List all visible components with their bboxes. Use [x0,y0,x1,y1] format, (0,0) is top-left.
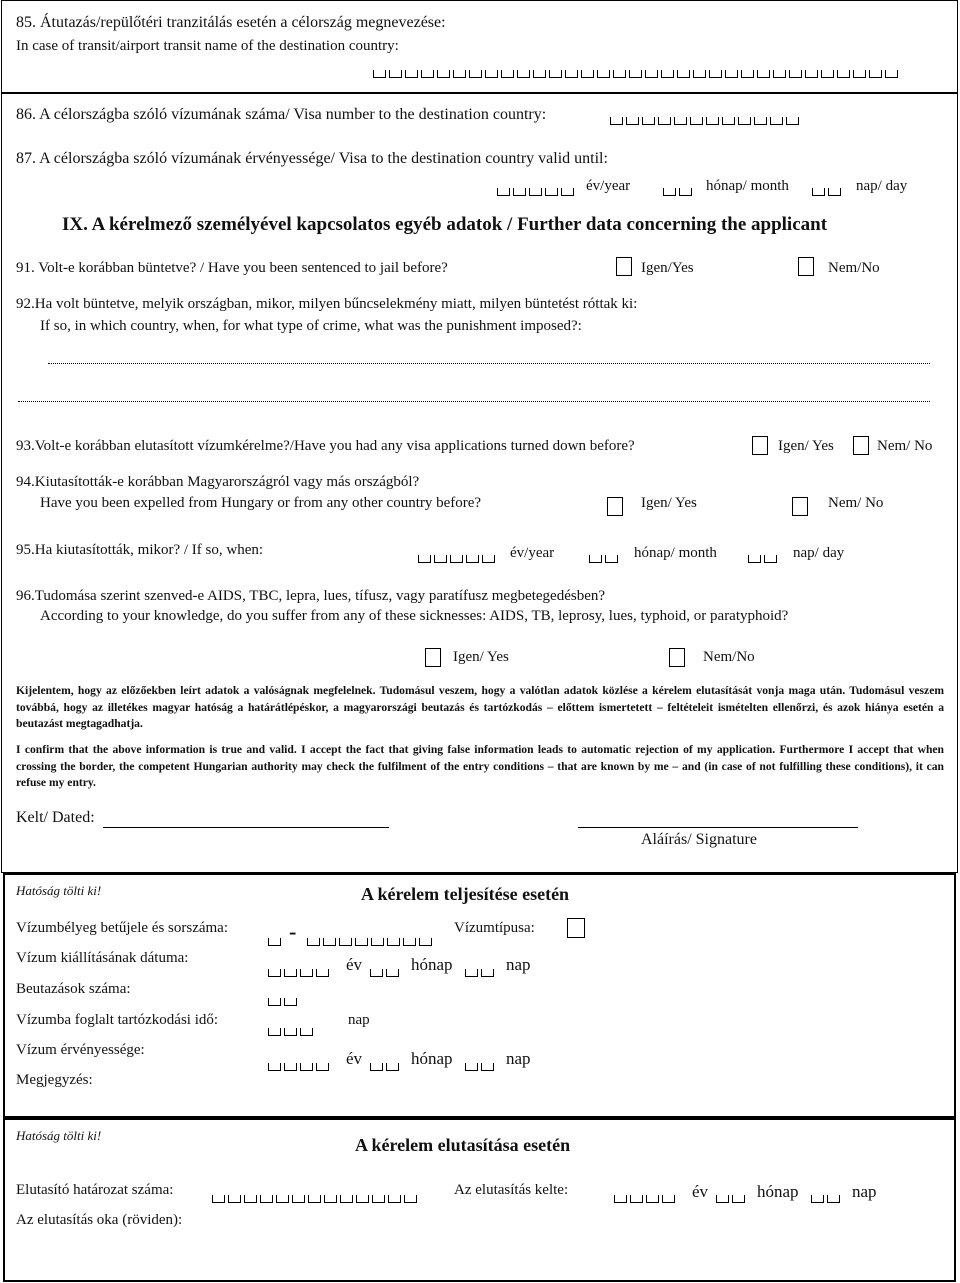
grant-title: A kérelem teljesítése esetén [361,884,570,904]
q95-month-boxes[interactable] [589,555,618,563]
grant-stay-nap: nap [348,1012,370,1028]
q95-label: 95.Ha kiutasították, mikor? / If so, when: [16,542,264,558]
q95-year-boxes[interactable] [418,555,495,563]
q93-label: 93.Volt-e korábban elutasított vízumkérelme?/Have you had any visa applications turned down before? [16,438,635,454]
refuse-ev: év [692,1182,709,1201]
q95-year-label: év/year [510,545,555,561]
grant-issue-month-boxes[interactable] [370,969,399,977]
q94-hu: 94.Kiutasították-e korábban Magyarországról vagy más országból? [16,474,420,490]
refuse-day-boxes[interactable] [811,1195,840,1203]
refuse-nap: nap [852,1182,877,1201]
q96-yes-checkbox[interactable] [425,648,441,667]
grant-issue-nap: nap [506,955,531,974]
refuse-decision-boxes[interactable] [212,1195,417,1203]
q94-no-checkbox[interactable] [792,497,808,516]
q95-day-boxes[interactable] [748,555,777,563]
q87-day-boxes[interactable] [812,188,841,196]
q93-yes-checkbox[interactable] [752,436,768,455]
q96-no-checkbox[interactable] [669,648,685,667]
grant-type-box[interactable] [567,918,585,938]
q95-month-label: hónap/ month [634,545,717,561]
q87-day-label: nap/ day [856,178,908,194]
grant-authority-note: Hatóság tölti ki! [16,883,102,898]
grant-validity-year-boxes[interactable] [268,1063,329,1071]
q92-answer-line-1[interactable] [48,363,930,364]
grant-validity-ev: év [346,1049,363,1068]
q92-hu: 92.Ha volt büntetve, melyik országban, mikor, milyen bűncselekmény miatt, milyen büntetést róttak ki: [16,296,638,312]
q96-hu: 96.Tudomása szerint szenved-e AIDS, TBC, lepra, lues, tífusz, vagy paratífusz megbetegedésben? [16,588,606,604]
q86-label: 86. A célországba szóló vízumának száma/ Visa number to the destination country: [16,106,547,123]
q87-month-boxes[interactable] [663,188,692,196]
q93-yes-label: Igen/ Yes [778,438,834,454]
signature-line[interactable] [578,827,858,828]
refuse-year-boxes[interactable] [614,1195,675,1203]
grant-sticker-letter-box[interactable] [268,938,281,946]
grant-validity-month-boxes[interactable] [370,1063,399,1071]
grant-stay-boxes[interactable] [268,1028,313,1036]
q93-no-label: Nem/ No [877,438,933,454]
grant-sticker-label: Vízumbélyeg betűjele és sorszáma: [16,920,229,936]
q95-day-label: nap/ day [793,545,845,561]
dated-line[interactable] [103,827,389,828]
q87-year-label: év/year [586,178,631,194]
grant-issue-day-boxes[interactable] [465,969,494,977]
q94-en: Have you been expelled from Hungary or from any other country before? [40,495,482,511]
refuse-decision-label: Elutasító határozat száma: [16,1182,174,1198]
q91-no-label: Nem/No [828,260,880,276]
refuse-month-boxes[interactable] [716,1195,745,1203]
q94-yes-label: Igen/ Yes [641,495,697,511]
q92-answer-line-2[interactable] [18,401,930,402]
grant-issue-ev: év [346,955,363,974]
refuse-title: A kérelem elutasítása esetén [355,1135,571,1155]
grant-issue-honap: hónap [411,955,453,974]
q85-en: In case of transit/airport transit name of the destination country: [16,38,399,54]
refuse-honap: hónap [757,1182,799,1201]
q85-country-boxes[interactable] [373,70,898,78]
declaration-hu: Kijelentem, hogy az előzőekben leírt adatok a valóságnak megfelelnek. Tudomásul veszem, hogy a valótlan adatok közlése a kérelem elutasítását vonja maga után. Tudomásul veszem továbbá, hogy az illetékes magyar hatóság a határátlépéskor, a magyarországi beutazás és tartózkodás – előttem ismertetett – feltételeit ismételten ellenőrzi, és azok hiánya esetén a beutazást megtagadhatja. [16,684,944,730]
grant-entries-boxes[interactable] [268,998,297,1006]
signature-label: Aláírás/ Signature [641,831,757,848]
q93-no-checkbox[interactable] [853,436,869,455]
grant-sticker-dash: - [289,919,297,944]
grant-stay-label: Vízumba foglalt tartózkodási idő: [16,1012,219,1028]
q87-label: 87. A célországba szóló vízumának érvényessége/ Visa to the destination country valid until: [16,150,608,167]
refuse-reason-label: Az elutasítás oka (röviden): [16,1212,183,1228]
q91-label: 91. Volt-e korábban büntetve? / Have you been sentenced to jail before? [16,260,448,276]
grant-validity-day-boxes[interactable] [465,1063,494,1071]
q85-hu: 85. Átutazás/repülőtéri tranzitálás esetén a célország megnevezése: [16,14,446,31]
dated-label: Kelt/ Dated: [16,809,95,826]
grant-type-label: Vízumtípusa: [454,920,535,936]
grant-box-frame [3,873,956,1118]
grant-validity-label: Vízum érvényessége: [16,1042,145,1058]
q92-en: If so, in which country, when, for what type of crime, what was the punishment imposed?: [40,318,582,334]
grant-entries-label: Beutazások száma: [16,981,131,997]
q87-month-label: hónap/ month [706,178,789,194]
q91-yes-label: Igen/Yes [641,260,694,276]
q91-yes-checkbox[interactable] [616,257,632,276]
refuse-authority-note: Hatóság tölti ki! [16,1128,102,1143]
q94-no-label: Nem/ No [828,495,884,511]
declaration-en: I confirm that the above information is true and valid. I accept the fact that giving false information leads to automatic rejection of my application. Furthermore I accept that when crossing the border, the competent Hungarian authority may check the fulfilment of the entry conditions – that are known by me – and (in case of not fulfilling these conditions), it can refuse my entry. [16,743,944,789]
grant-validity-honap: hónap [411,1049,453,1068]
q87-year-boxes[interactable] [497,188,574,196]
grant-issue-date-label: Vízum kiállításának dátuma: [16,950,189,966]
grant-remarks-label: Megjegyzés: [16,1072,93,1088]
q96-no-label: Nem/No [703,649,755,665]
refuse-date-label: Az elutasítás kelte: [454,1182,569,1198]
section-ix-title: IX. A kérelmező személyével kapcsolatos egyéb adatok / Further data concerning the applicant [62,214,828,235]
grant-sticker-number-boxes[interactable] [307,938,432,946]
grant-validity-nap: nap [506,1049,531,1068]
grant-issue-year-boxes[interactable] [268,969,329,977]
q96-yes-label: Igen/ Yes [453,649,509,665]
q94-yes-checkbox[interactable] [607,497,623,516]
q91-no-checkbox[interactable] [798,257,814,276]
q96-en: According to your knowledge, do you suffer from any of these sicknesses: AIDS, TB, leprosy, lues, typhoid, or paratyphoid? [40,608,789,624]
q86-visa-number-boxes[interactable] [610,117,799,125]
